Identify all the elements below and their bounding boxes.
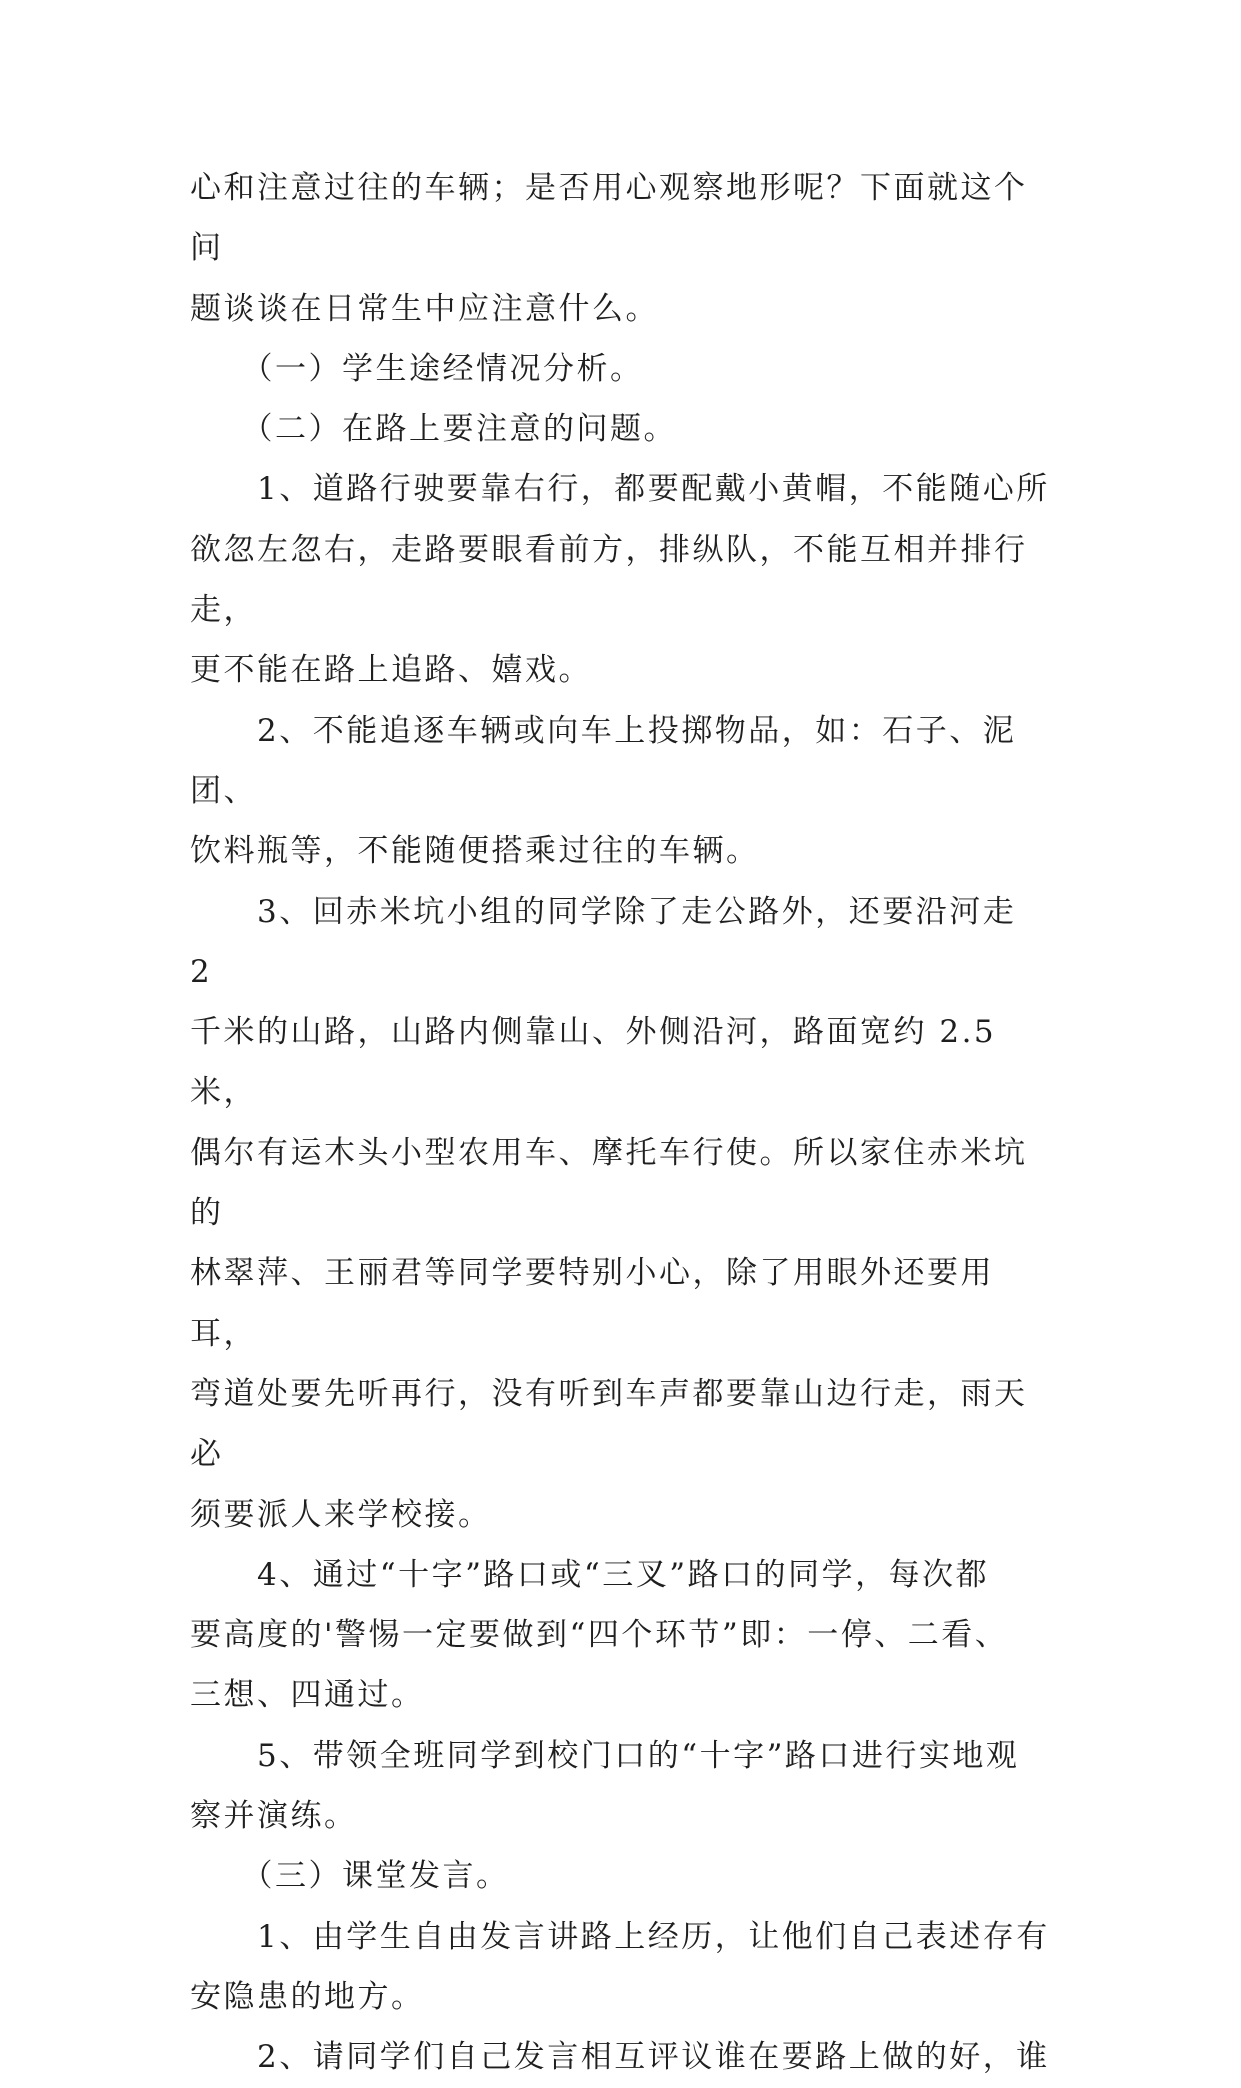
- section-heading: （二）在路上要注意的问题。: [190, 411, 677, 448]
- body-text: [190, 158, 1050, 2088]
- paragraph: 心和注意过往的车辆；是否用心观察地形呢？下面就这个问 题谈谈在日常生中应注意什么。: [190, 170, 1028, 327]
- list-item: 3、回赤米坑小组的同学除了走公路外，还要沿河走 2 千米的山路，山路内侧靠山、外侧沿河，路面宽约 2.5 米， 偶尔有运木头小型农用车、摩托车行使。所以家住赤米坑的 林翠萍、王丽君等同学要特别小心，除了用眼外还要用耳， 弯道处要先听再行，没有听到车声都要靠山边行走，雨天必 须要派人来学校接。: [190, 893, 1028, 1533]
- list-item: 4、通过“十字”路口或“三叉”路口的同学，每次都 要高度的'警惕一定要做到“四个环节”即：一停、二看、 三想、四通过。: [190, 1556, 1009, 1714]
- list-item: 2、请同学们自己发言相互评议谁在要路上做的好，谁: [190, 2039, 1050, 2076]
- section-heading: （一）学生途经情况分析。: [190, 350, 644, 387]
- list-item: 1、由学生自由发言讲路上经历，让他们自己表述存有 安隐患的地方。: [190, 1918, 1050, 2015]
- list-item: 1、道路行驶要靠右行，都要配戴小黄帽，不能随心所 欲忽左忽右，走路要眼看前方，排纵队，不能互相并排行走， 更不能在路上追路、嬉戏。: [190, 471, 1050, 689]
- section-heading: （三）课堂发言。: [190, 1858, 510, 1895]
- list-item: 5、带领全班同学到校门口的“十字”路口进行实地观 察并演练。: [190, 1737, 1020, 1835]
- list-item: 2、不能追逐车辆或向车上投掷物品，如：石子、泥团、 饮料瓶等，不能随便搭乘过往的车辆。: [190, 712, 1017, 870]
